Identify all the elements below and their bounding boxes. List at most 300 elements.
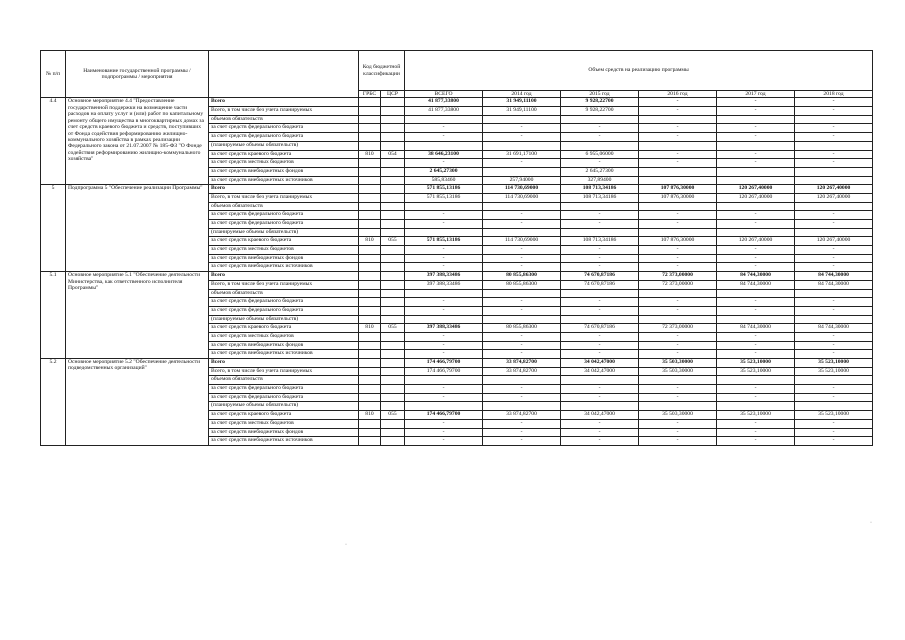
csr-code (381, 393, 405, 402)
year-value (795, 376, 873, 385)
total-value (405, 228, 483, 237)
funding-source: за счет средств внебюджетных источников (209, 350, 359, 359)
year-value: 108 713,34186 (561, 185, 639, 194)
year-value (639, 167, 717, 176)
year-value: 72 373,00000 (639, 272, 717, 281)
csr-code (381, 367, 405, 376)
year-value: - (717, 98, 795, 107)
year-value: 84 744,30000 (717, 272, 795, 281)
row-number: 5 (41, 185, 66, 272)
year-value: - (717, 428, 795, 437)
year-value: - (639, 298, 717, 307)
year-value: 35 523,10000 (795, 367, 873, 376)
funding-source: за счет средств местных бюджетов (209, 159, 359, 168)
year-value (561, 202, 639, 211)
year-value: 6 955,06000 (561, 150, 639, 159)
csr-code (381, 98, 405, 107)
header-budget-code: Код бюджетной классификации (359, 51, 405, 91)
year-value: - (561, 385, 639, 394)
header-year-2015: 2015 год (561, 91, 639, 98)
funding-source: за счет средств внебюджетных фондов (209, 428, 359, 437)
year-value (639, 289, 717, 298)
csr-code (381, 419, 405, 428)
year-value: - (483, 437, 561, 446)
csr-code (381, 246, 405, 255)
csr-code (381, 263, 405, 272)
funding-source: за счет средств федерального бюджета (209, 133, 359, 142)
year-value: 34 042,47000 (561, 359, 639, 368)
year-value (717, 141, 795, 150)
grbs-code (359, 289, 381, 298)
year-value (795, 167, 873, 176)
total-value (405, 376, 483, 385)
csr-code: 055 (381, 324, 405, 333)
total-value: - (405, 306, 483, 315)
total-value: - (405, 246, 483, 255)
year-value: - (639, 419, 717, 428)
year-value: 35 503,30000 (639, 411, 717, 420)
year-value: - (795, 428, 873, 437)
csr-code (381, 315, 405, 324)
year-value (483, 115, 561, 124)
funding-source: за счет средств местных бюджетов (209, 419, 359, 428)
funding-source: (планируемые объемы обязательств) (209, 315, 359, 324)
grbs-code (359, 246, 381, 255)
year-value: - (561, 437, 639, 446)
year-value: 80 855,86300 (483, 324, 561, 333)
year-value: 35 523,10000 (795, 411, 873, 420)
csr-code (381, 167, 405, 176)
year-value (483, 315, 561, 324)
year-value: - (483, 159, 561, 168)
funding-source: объемов обязательств (209, 202, 359, 211)
csr-code (381, 211, 405, 220)
funding-source: за счет средств федерального бюджета (209, 385, 359, 394)
year-value: - (483, 306, 561, 315)
year-value: - (717, 263, 795, 272)
year-value: - (639, 393, 717, 402)
funding-source: за счет средств федерального бюджета (209, 298, 359, 307)
year-value (639, 141, 717, 150)
year-value: 34 042,47000 (561, 367, 639, 376)
year-value (483, 228, 561, 237)
total-value: - (405, 159, 483, 168)
year-value: 74 670,87186 (561, 280, 639, 289)
grbs-code (359, 298, 381, 307)
total-value: - (405, 254, 483, 263)
year-value: 31 949,11100 (483, 98, 561, 107)
grbs-code (359, 228, 381, 237)
funding-source: за счет средств внебюджетных источников (209, 263, 359, 272)
total-value: 397 388,33486 (405, 272, 483, 281)
program-name: Подпрограмма 5 "Обеспечение реализации Программы" (66, 185, 209, 272)
grbs-code (359, 367, 381, 376)
year-value: 114 730,69000 (483, 193, 561, 202)
table-body (41, 98, 873, 446)
year-value: 114 730,69000 (483, 237, 561, 246)
year-value: - (639, 306, 717, 315)
csr-code (381, 107, 405, 116)
grbs-code: 810 (359, 324, 381, 333)
csr-code (381, 402, 405, 411)
funding-source: Всего, в том числе без учета планируемых (209, 280, 359, 289)
year-value: 107 876,30000 (639, 193, 717, 202)
grbs-code (359, 176, 381, 185)
year-value: - (795, 298, 873, 307)
year-value: - (795, 246, 873, 255)
program-name: Основное мероприятие 5.2 "Обеспечение деятельности подведомственных организаций" (66, 359, 209, 446)
program-funding-table (40, 50, 873, 446)
total-value (405, 402, 483, 411)
year-value: - (795, 341, 873, 350)
year-value: - (639, 98, 717, 107)
year-value: 120 267,40000 (795, 193, 873, 202)
funding-source: за счет средств федерального бюджета (209, 220, 359, 229)
total-value: 174 466,79700 (405, 359, 483, 368)
year-value: - (717, 159, 795, 168)
grbs-code (359, 306, 381, 315)
year-value (795, 228, 873, 237)
total-value: 571 855,13186 (405, 185, 483, 194)
grbs-code (359, 437, 381, 446)
year-value: - (795, 385, 873, 394)
year-value: - (795, 159, 873, 168)
year-value (639, 376, 717, 385)
grbs-code (359, 419, 381, 428)
year-value: - (483, 393, 561, 402)
year-value: - (639, 263, 717, 272)
year-value: - (483, 263, 561, 272)
grbs-code (359, 211, 381, 220)
total-value: - (405, 393, 483, 402)
grbs-code (359, 428, 381, 437)
csr-code (381, 280, 405, 289)
total-value: - (405, 133, 483, 142)
year-value (483, 376, 561, 385)
header-year-2014: 2014 год (483, 91, 561, 98)
funding-source: Всего, в том числе без учета планируемых (209, 193, 359, 202)
csr-code (381, 141, 405, 150)
year-value (639, 402, 717, 411)
year-value: 35 523,10000 (717, 359, 795, 368)
year-value: - (639, 350, 717, 359)
year-value (561, 315, 639, 324)
year-value: - (639, 211, 717, 220)
year-value: - (639, 437, 717, 446)
year-value (717, 202, 795, 211)
year-value: - (483, 341, 561, 350)
year-value: - (483, 350, 561, 359)
year-value: - (561, 393, 639, 402)
year-value (795, 402, 873, 411)
year-value: - (795, 107, 873, 116)
total-value (405, 315, 483, 324)
funding-source: за счет средств местных бюджетов (209, 246, 359, 255)
year-value: 84 744,30000 (717, 280, 795, 289)
year-value: - (561, 254, 639, 263)
grbs-code (359, 393, 381, 402)
grbs-code (359, 107, 381, 116)
grbs-code (359, 202, 381, 211)
funding-source: Всего (209, 185, 359, 194)
year-value: - (717, 107, 795, 116)
csr-code (381, 176, 405, 185)
grbs-code (359, 133, 381, 142)
year-value: 9 928,22700 (561, 98, 639, 107)
year-value (717, 176, 795, 185)
year-value: - (717, 419, 795, 428)
year-value (795, 315, 873, 324)
year-value: 74 670,87186 (561, 272, 639, 281)
year-value: - (561, 211, 639, 220)
grbs-code (359, 124, 381, 133)
grbs-code (359, 98, 381, 107)
year-value: 120 267,40000 (717, 193, 795, 202)
year-value (483, 402, 561, 411)
year-value: 120 267,40000 (795, 237, 873, 246)
year-value: - (561, 306, 639, 315)
year-value: - (795, 306, 873, 315)
year-value: 74 670,87186 (561, 324, 639, 333)
year-value (483, 202, 561, 211)
grbs-code (359, 272, 381, 281)
csr-code (381, 228, 405, 237)
year-value: 257,94000 (483, 176, 561, 185)
total-value: 585,83460 (405, 176, 483, 185)
year-value: - (717, 254, 795, 263)
year-value (639, 315, 717, 324)
year-value: - (561, 220, 639, 229)
csr-code (381, 359, 405, 368)
year-value: - (795, 150, 873, 159)
header-year-2017: 2017 год (717, 91, 795, 98)
grbs-code (359, 350, 381, 359)
csr-code (381, 272, 405, 281)
funding-source: за счет средств внебюджетных фондов (209, 341, 359, 350)
year-value: - (483, 298, 561, 307)
year-value: - (795, 133, 873, 142)
year-value: - (561, 133, 639, 142)
year-value: - (561, 298, 639, 307)
funding-source: за счет средств федерального бюджета (209, 211, 359, 220)
year-value: - (717, 350, 795, 359)
csr-code (381, 202, 405, 211)
csr-code (381, 306, 405, 315)
year-value: - (795, 211, 873, 220)
year-value: - (561, 428, 639, 437)
year-value: - (561, 263, 639, 272)
year-value: 35 523,10000 (795, 359, 873, 368)
year-value: - (639, 159, 717, 168)
grbs-code (359, 332, 381, 341)
header-total: ВСЕГО (405, 91, 483, 98)
year-value: - (561, 159, 639, 168)
year-value (717, 289, 795, 298)
year-value: 84 744,30000 (795, 272, 873, 281)
scan-mark: · (870, 520, 872, 526)
year-value: 33 874,82700 (483, 411, 561, 420)
grbs-code (359, 341, 381, 350)
year-value (639, 176, 717, 185)
funding-source: (планируемые объемы обязательств) (209, 402, 359, 411)
grbs-code (359, 115, 381, 124)
year-value: - (483, 428, 561, 437)
total-value: - (405, 428, 483, 437)
year-value (561, 115, 639, 124)
year-value: - (561, 124, 639, 133)
year-value: 35 503,30000 (639, 367, 717, 376)
year-value: - (795, 263, 873, 272)
year-value: - (795, 254, 873, 263)
funding-source: Всего, в том числе без учета планируемых (209, 367, 359, 376)
header-year-2018: 2018 год (795, 91, 873, 98)
total-value: - (405, 263, 483, 272)
year-value: - (561, 246, 639, 255)
year-value: - (717, 306, 795, 315)
year-value: - (483, 124, 561, 133)
header-number: № п/п (41, 51, 66, 98)
year-value (717, 402, 795, 411)
year-value (639, 115, 717, 124)
grbs-code (359, 359, 381, 368)
year-value: - (795, 220, 873, 229)
csr-code (381, 385, 405, 394)
year-value: 80 855,86300 (483, 280, 561, 289)
year-value (639, 228, 717, 237)
year-value (483, 141, 561, 150)
total-value: 38 646,23100 (405, 150, 483, 159)
year-value: - (717, 393, 795, 402)
header-grbs: ГРБС (359, 91, 381, 98)
funding-source: за счет средств краевого бюджета (209, 150, 359, 159)
year-value: 2 645,27300 (561, 167, 639, 176)
year-value: - (561, 341, 639, 350)
csr-code (381, 254, 405, 263)
funding-source: за счет средств краевого бюджета (209, 237, 359, 246)
total-value: 174 466,79700 (405, 367, 483, 376)
year-value: - (795, 350, 873, 359)
year-value: - (795, 98, 873, 107)
total-value: 571 855,13186 (405, 237, 483, 246)
csr-code: 055 (381, 411, 405, 420)
csr-code (381, 437, 405, 446)
funding-source: (планируемые объемы обязательств) (209, 141, 359, 150)
year-value: - (795, 332, 873, 341)
year-value: 33 874,82700 (483, 359, 561, 368)
year-value (717, 115, 795, 124)
funding-source: объемов обязательств (209, 289, 359, 298)
total-value (405, 202, 483, 211)
program-name: Основное мероприятие 4.4 "Предоставление государственной поддержки на возмещение части расходов на оплату услуг и (или) работ по капитальному ремонту общего имущества в многоквартирных домах за счет средств краевого бюджета и средств, поступивших от Фонда содействия реформированию жилищно-коммунального хозяйства в рамках реализации Федерального закона от 21.07.2007 № 185-ФЗ "О Фонде содействия реформированию жилищно-коммунального хозяйства" (66, 98, 209, 185)
year-value: - (639, 385, 717, 394)
funding-source: за счет средств внебюджетных фондов (209, 167, 359, 176)
csr-code (381, 133, 405, 142)
total-value: - (405, 419, 483, 428)
grbs-code (359, 402, 381, 411)
csr-code (381, 428, 405, 437)
grbs-code (359, 167, 381, 176)
year-value: - (483, 332, 561, 341)
total-value: 174 466,79700 (405, 411, 483, 420)
year-value: - (717, 332, 795, 341)
year-value (717, 315, 795, 324)
total-value (405, 141, 483, 150)
csr-code (381, 193, 405, 202)
year-value (561, 141, 639, 150)
table-row (41, 359, 873, 368)
year-value: 35 523,10000 (717, 367, 795, 376)
funding-source: за счет средств федерального бюджета (209, 306, 359, 315)
year-value: - (639, 107, 717, 116)
grbs-code (359, 185, 381, 194)
year-value: 327,89400 (561, 176, 639, 185)
csr-code (381, 350, 405, 359)
funding-source: за счет средств краевого бюджета (209, 411, 359, 420)
total-value (405, 115, 483, 124)
total-value: 397 388,33486 (405, 280, 483, 289)
header-csr: ЦСР (381, 91, 405, 98)
csr-code: 055 (381, 237, 405, 246)
year-value: - (639, 150, 717, 159)
total-value: - (405, 350, 483, 359)
year-value: 72 373,00000 (639, 324, 717, 333)
year-value: - (483, 133, 561, 142)
year-value: - (561, 350, 639, 359)
grbs-code (359, 385, 381, 394)
year-value: 72 373,00000 (639, 280, 717, 289)
year-value: 114 730,69000 (483, 185, 561, 194)
year-value: 84 744,30000 (717, 324, 795, 333)
funding-source: Всего, в том числе без учета планируемых (209, 107, 359, 116)
grbs-code (359, 220, 381, 229)
year-value: 120 267,40000 (795, 185, 873, 194)
funding-source: (планируемые объемы обязательств) (209, 228, 359, 237)
total-value (405, 289, 483, 298)
year-value: - (795, 419, 873, 428)
year-value: 107 876,30000 (639, 237, 717, 246)
year-value: - (639, 428, 717, 437)
total-value: - (405, 211, 483, 220)
total-value: 2 645,27300 (405, 167, 483, 176)
grbs-code: 810 (359, 411, 381, 420)
program-name: Основное мероприятие 5.1 "Обеспечение деятельности Министерства, как ответственного исполнителя Программы" (66, 272, 209, 359)
funding-source: за счет средств федерального бюджета (209, 124, 359, 133)
year-value: 80 855,86300 (483, 272, 561, 281)
year-value: - (717, 220, 795, 229)
total-value: - (405, 385, 483, 394)
year-value: - (483, 246, 561, 255)
total-value: - (405, 437, 483, 446)
year-value: - (483, 220, 561, 229)
year-value (639, 202, 717, 211)
year-value: - (639, 332, 717, 341)
year-value: - (483, 419, 561, 428)
funding-source: за счет средств внебюджетных источников (209, 176, 359, 185)
grbs-code (359, 159, 381, 168)
table-row (41, 98, 873, 107)
total-value: 41 877,33800 (405, 98, 483, 107)
csr-code (381, 341, 405, 350)
total-value: - (405, 220, 483, 229)
funding-source: за счет средств местных бюджетов (209, 332, 359, 341)
grbs-code: 810 (359, 237, 381, 246)
year-value: - (483, 211, 561, 220)
year-value: 120 267,40000 (717, 237, 795, 246)
grbs-code: 810 (359, 150, 381, 159)
year-value: - (795, 393, 873, 402)
year-value (561, 228, 639, 237)
funding-source: объемов обязательств (209, 115, 359, 124)
